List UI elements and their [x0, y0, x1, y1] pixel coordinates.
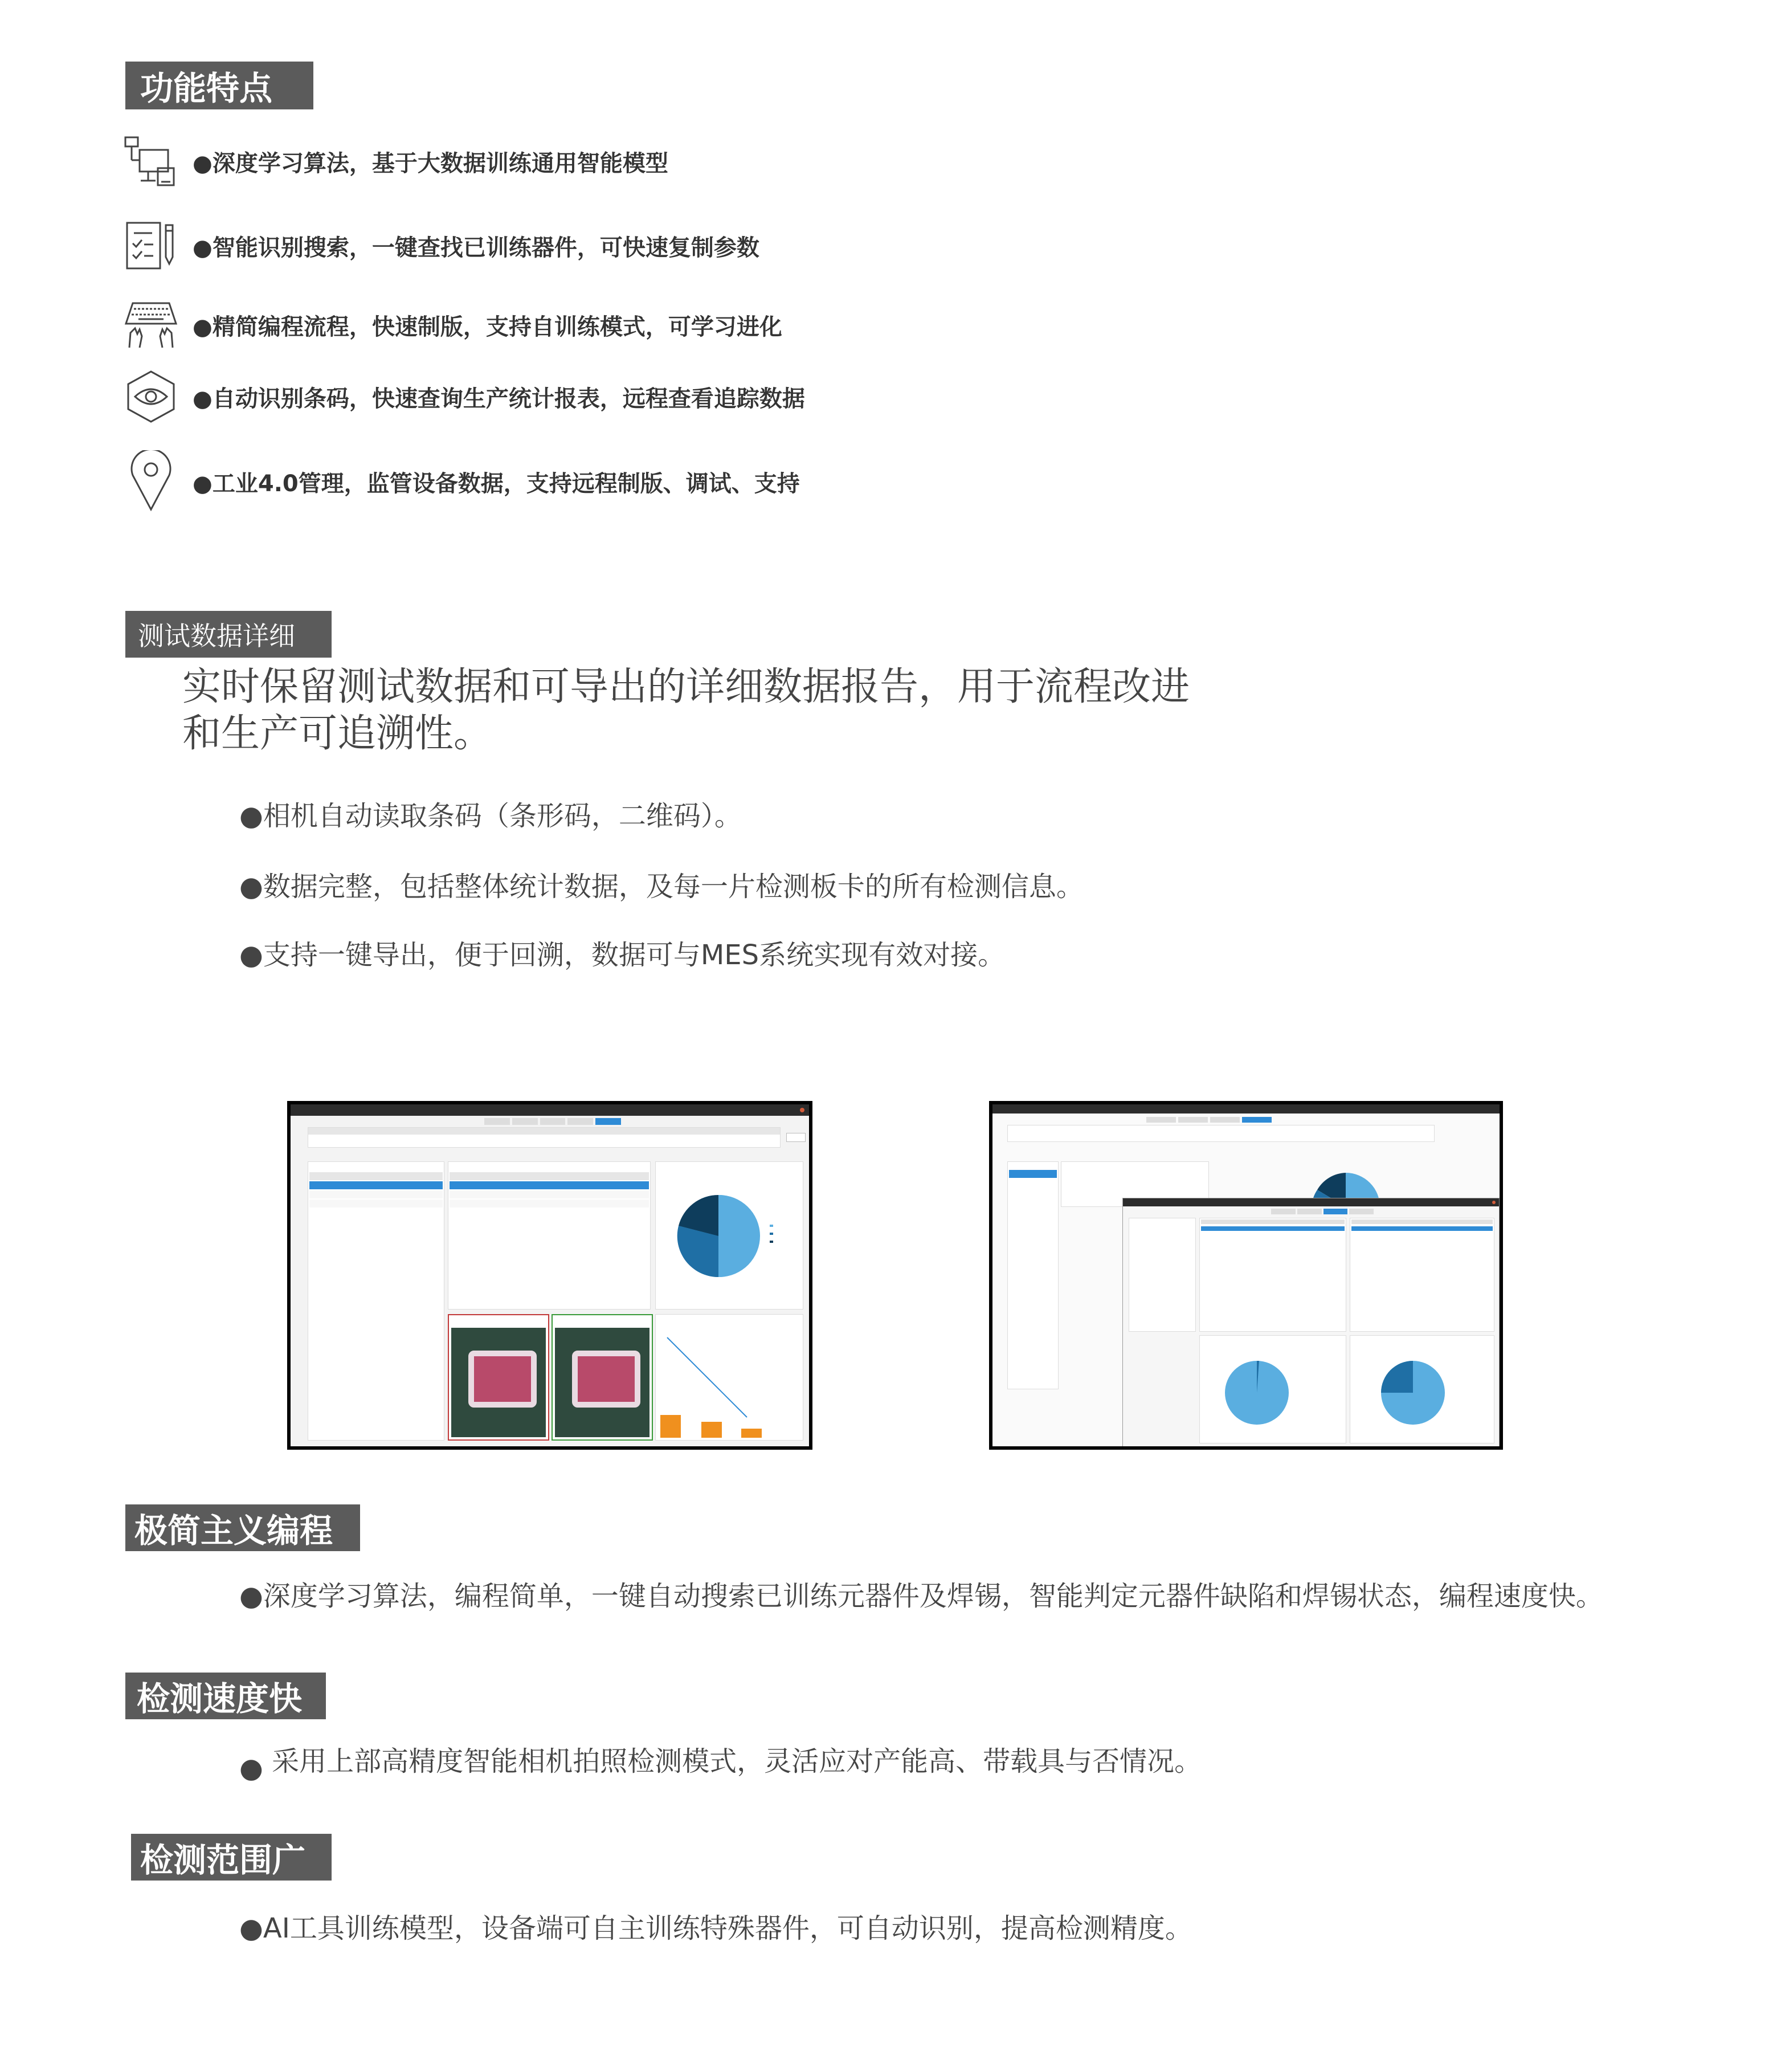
pie-chart-right — [1350, 1336, 1494, 1443]
tab-bar — [1146, 1117, 1272, 1123]
test-data-section-title — [125, 611, 332, 658]
feature-item-2 — [120, 214, 759, 277]
board-list — [308, 1161, 444, 1441]
tab-bar — [484, 1118, 621, 1125]
list-row[interactable] — [309, 1200, 443, 1208]
data-grid-left — [1199, 1218, 1346, 1332]
bar-line-chart — [656, 1315, 803, 1440]
bar-line-chart-panel — [655, 1314, 803, 1441]
selected-row[interactable] — [1009, 1170, 1057, 1178]
feature-item-5 — [120, 450, 800, 513]
wide-range-bullet: ●AI工具训练模型，设备端可自主训练特殊器件，可自动识别，提高检测精度。 — [239, 1912, 1192, 1944]
reference-image-panel-green — [552, 1314, 653, 1441]
fast-detection-bullet — [239, 1739, 1202, 1784]
close-icon — [1492, 1201, 1496, 1204]
minimal-programming-bullet: ●深度学习算法，编程简单，一键自动搜索已训练元器件及焊锡，智能判定元器件缺陷和焊锡状态，编程速度快。 — [239, 1580, 1603, 1612]
feature-item-1 — [120, 130, 668, 193]
feature-text-5: ●工业4.0管理，监管设备数据，支持远程制版、调试、支持 — [193, 470, 800, 497]
pie-panel-right — [1350, 1335, 1494, 1443]
minimal-programming-section-title — [125, 1504, 360, 1551]
feature-item-4 — [120, 365, 805, 428]
fast-detection-title-text: 检测速度快 — [137, 1679, 303, 1718]
statistics-window — [291, 1104, 809, 1446]
wide-range-section-title — [131, 1834, 332, 1881]
software-screenshot-left — [287, 1101, 812, 1450]
feature-item-3 — [120, 293, 782, 356]
summary-table — [1007, 1125, 1435, 1142]
eye-hexagon-icon — [120, 365, 182, 428]
intro-line-2: 和生产可追溯性。 — [182, 711, 493, 756]
location-pin-icon — [120, 450, 182, 513]
front-titlebar — [1123, 1198, 1499, 1206]
features-section-title — [125, 62, 313, 109]
selected-detail-row[interactable] — [450, 1181, 649, 1189]
feature-text-1: ●深度学习算法，基于大数据训练通用智能模型 — [193, 150, 668, 177]
filter-panel — [1129, 1218, 1196, 1332]
list-row[interactable] — [309, 1190, 443, 1198]
intro-line-1: 实时保留测试数据和可导出的详细数据报告，用于流程改进 — [182, 664, 1190, 709]
tab-4[interactable] — [567, 1118, 593, 1125]
pie-chart — [656, 1162, 803, 1309]
tab-2[interactable] — [512, 1118, 538, 1125]
pie-chart-left — [1200, 1336, 1346, 1443]
test-data-intro — [182, 664, 1190, 757]
board-list — [1007, 1161, 1059, 1389]
fast-detection-section-title — [125, 1673, 326, 1719]
tab-5-active[interactable] — [595, 1118, 621, 1125]
minimal-programming-title-text: 极简主义编程 — [134, 1511, 333, 1550]
feature-text-4: ●自动识别条码，快速查询生产统计报表，远程查看追踪数据 — [193, 385, 805, 412]
fast-detection-bullet-text: 采用上部高精度智能相机拍照检测模式，灵活应对产能高、带载具与否情况。 — [272, 1745, 1202, 1777]
feature-text-2: ●智能识别搜索，一键查找已训练器件，可快速复制参数 — [193, 234, 759, 261]
statistics-window-front — [1122, 1198, 1500, 1446]
hands-keyboard-icon — [120, 293, 182, 356]
close-icon — [800, 1108, 804, 1112]
test-data-title-text: 测试数据详细 — [138, 621, 295, 651]
computer-network-icon — [120, 130, 182, 193]
window-titlebar — [291, 1104, 809, 1116]
pie-chart-panel — [655, 1161, 803, 1310]
defect-image-panel-red — [448, 1314, 549, 1441]
wide-range-title-text: 检测范围广 — [140, 1841, 306, 1879]
data-grid-right — [1350, 1218, 1494, 1332]
bullet-dot: ● — [239, 1752, 263, 1784]
test-data-bullet-1: ●相机自动读取条码（条形码，二维码）。 — [239, 800, 742, 832]
tab-3[interactable] — [540, 1118, 566, 1125]
test-data-bullet-3: ●支持一键导出，便于回溯，数据可与MES系统实现有效对接。 — [239, 939, 1006, 971]
software-screenshot-right — [989, 1101, 1503, 1450]
test-data-bullet-2: ●数据完整，包括整体统计数据，及每一片检测板卡的所有检测信息。 — [239, 871, 1084, 903]
tab-1[interactable] — [484, 1118, 510, 1125]
statistics-window-back — [992, 1104, 1500, 1446]
pie-panel-left — [1199, 1335, 1346, 1443]
summary-table — [308, 1127, 781, 1148]
features-title-text: 功能特点 — [140, 69, 273, 108]
feature-text-3: ●精简编程流程，快速制版，支持自训练模式，可学习进化 — [193, 313, 782, 340]
export-button[interactable] — [786, 1133, 806, 1142]
checklist-pen-icon — [120, 214, 182, 277]
detail-table — [448, 1161, 651, 1310]
selected-row[interactable] — [309, 1181, 443, 1189]
window-titlebar — [992, 1104, 1500, 1114]
